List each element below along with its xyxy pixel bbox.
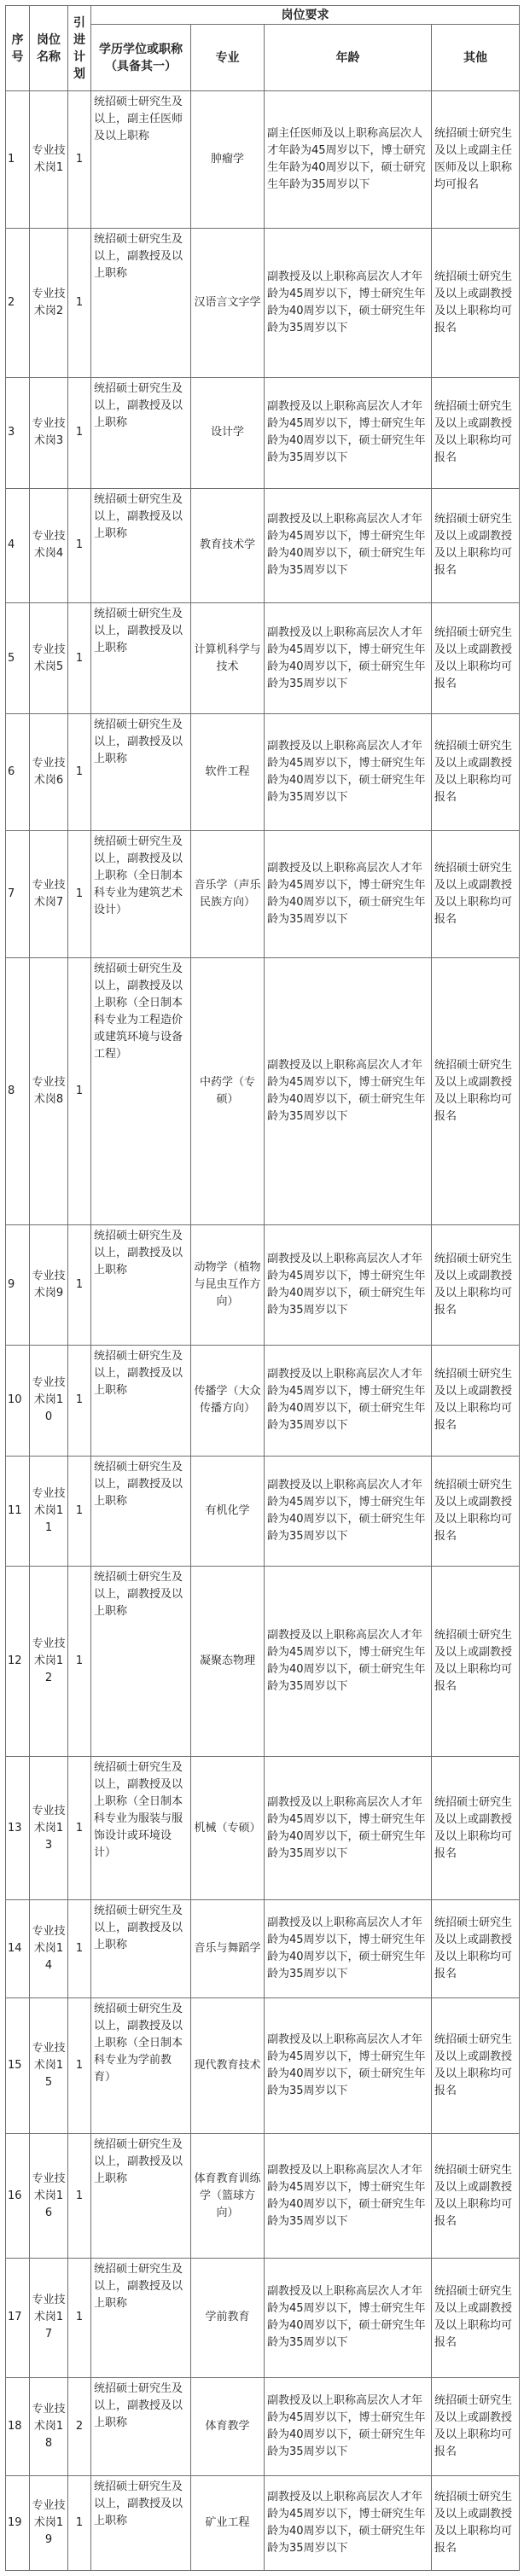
- other-requirement: 统招硕士研究生及以上或副教授及以上职称均可报名: [432, 1998, 520, 2133]
- row-number: 9: [6, 1224, 30, 1345]
- row-number: 6: [6, 713, 30, 830]
- age-requirement: 副教授及以上职称高层次人才年龄为45周岁以下，博士研究生年龄为40周岁以下，硕士研究生年龄为35周岁以下: [265, 2133, 432, 2259]
- recruit-plan: 1: [68, 830, 91, 958]
- age-requirement: 副教授及以上职称高层次人才年龄为45周岁以下，博士研究生年龄为40周岁以下，硕士研究生年龄为35周岁以下: [265, 1900, 432, 1998]
- major: 软件工程: [191, 713, 265, 830]
- major: 肿瘤学: [191, 91, 265, 229]
- table-row: [6, 830, 520, 958]
- age-requirement: 副教授及以上职称高层次人才年龄为45周岁以下，博士研究生年龄为40周岁以下，硕士研究生年龄为35周岁以下: [265, 2377, 432, 2475]
- major: 计算机科学与技术: [191, 603, 265, 713]
- row-number: 16: [6, 2133, 30, 2259]
- other-requirement: 统招硕士研究生及以上或副教授及以上职称均可报名: [432, 2475, 520, 2570]
- recruit-plan: 1: [68, 488, 91, 603]
- recruit-plan: 1: [68, 2259, 91, 2377]
- table-row: [6, 488, 520, 603]
- post-name: 专业技术岗3: [30, 378, 68, 488]
- recruit-plan: 1: [68, 1456, 91, 1566]
- table-row: [6, 1346, 520, 1456]
- table-row: [6, 2259, 520, 2377]
- age-requirement: 副教授及以上职称高层次人才年龄为45周岁以下，博士研究生年龄为40周岁以下，硕士研究生年龄为35周岁以下: [265, 603, 432, 713]
- table-row: [6, 91, 520, 229]
- row-number: 7: [6, 830, 30, 958]
- recruit-plan: 2: [68, 2377, 91, 2475]
- education-requirement: 统招硕士研究生及以上，副教授及以上职称: [91, 1456, 191, 1566]
- education-requirement: 统招硕士研究生及以上，副教授及以上职称: [91, 713, 191, 830]
- education-requirement: 统招硕士研究生及以上，副教授及以上职称: [91, 2259, 191, 2377]
- table-row: [6, 1566, 520, 1756]
- post-name: 专业技术岗6: [30, 713, 68, 830]
- other-requirement: 统招硕士研究生及以上或副教授及以上职称均可报名: [432, 1566, 520, 1756]
- age-requirement: 副教授及以上职称高层次人才年龄为45周岁以下，博士研究生年龄为40周岁以下，硕士研究生年龄为35周岁以下: [265, 958, 432, 1225]
- other-requirement: 统招硕士研究生及以上或副教授及以上职称均可报名: [432, 1456, 520, 1566]
- recruit-plan: 1: [68, 1566, 91, 1756]
- recruitment-table: [5, 5, 520, 2571]
- age-requirement: 副教授及以上职称高层次人才年龄为45周岁以下，博士研究生年龄为40周岁以下，硕士研究生年龄为35周岁以下: [265, 2259, 432, 2377]
- post-name: 专业技术岗8: [30, 958, 68, 1225]
- table-row: [6, 713, 520, 830]
- education-requirement: 统招硕士研究生及以上，副教授及以上职称: [91, 228, 191, 378]
- education-requirement: 统招硕士研究生及以上，副教授及以上职称: [91, 1346, 191, 1456]
- header-requirements: 岗位要求: [91, 6, 520, 25]
- table-row: [6, 2377, 520, 2475]
- table-row: [6, 2475, 520, 2570]
- other-requirement: 统招硕士研究生及以上或副教授及以上职称均可报名: [432, 713, 520, 830]
- recruit-plan: 1: [68, 1756, 91, 1899]
- major: 教育技术学: [191, 488, 265, 603]
- post-name: 专业技术岗10: [30, 1346, 68, 1456]
- major: 学前教育: [191, 2259, 265, 2377]
- table-row: [6, 378, 520, 488]
- table-body: [6, 91, 520, 2571]
- major: 汉语言文字学: [191, 228, 265, 378]
- post-name: 专业技术岗12: [30, 1566, 68, 1756]
- age-requirement: 副教授及以上职称高层次人才年龄为45周岁以下，博士研究生年龄为40周岁以下，硕士研究生年龄为35周岁以下: [265, 2475, 432, 2570]
- other-requirement: 统招硕士研究生及以上或副教授及以上职称均可报名: [432, 488, 520, 603]
- recruit-plan: 1: [68, 1998, 91, 2133]
- education-requirement: 统招硕士研究生及以上，副教授及以上职称: [91, 2133, 191, 2259]
- other-requirement: 统招硕士研究生及以上或副教授及以上职称均可报名: [432, 1224, 520, 1345]
- table-row: [6, 2133, 520, 2259]
- major: 现代教育技术: [191, 1998, 265, 2133]
- row-number: 2: [6, 228, 30, 378]
- post-name: 专业技术岗7: [30, 830, 68, 958]
- major: 设计学: [191, 378, 265, 488]
- header-major: 专业: [191, 25, 265, 91]
- other-requirement: 统招硕士研究生及以上或副教授及以上职称均可报名: [432, 830, 520, 958]
- header-row-group: [6, 6, 520, 25]
- table-row: [6, 1756, 520, 1899]
- major: 体育教学: [191, 2377, 265, 2475]
- table-row: [6, 228, 520, 378]
- table-row: [6, 1456, 520, 1566]
- major: 凝聚态物理: [191, 1566, 265, 1756]
- age-requirement: 副教授及以上职称高层次人才年龄为45周岁以下，博士研究生年龄为40周岁以下，硕士研究生年龄为35周岁以下: [265, 713, 432, 830]
- row-number: 15: [6, 1998, 30, 2133]
- other-requirement: 统招硕士研究生及以上或副教授及以上职称均可报名: [432, 2259, 520, 2377]
- major: 中药学（专硕）: [191, 958, 265, 1225]
- row-number: 11: [6, 1456, 30, 1566]
- other-requirement: 统招硕士研究生及以上或副教授及以上职称均可报名: [432, 603, 520, 713]
- education-requirement: 统招硕士研究生及以上，副主任医师及以上职称: [91, 91, 191, 229]
- post-name: 专业技术岗16: [30, 2133, 68, 2259]
- age-requirement: 副教授及以上职称高层次人才年龄为45周岁以下，博士研究生年龄为40周岁以下，硕士研究生年龄为35周岁以下: [265, 1566, 432, 1756]
- age-requirement: 副教授及以上职称高层次人才年龄为45周岁以下，博士研究生年龄为40周岁以下，硕士研究生年龄为35周岁以下: [265, 1756, 432, 1899]
- row-number: 19: [6, 2475, 30, 2570]
- major: 体育教育训练学（篮球方向）: [191, 2133, 265, 2259]
- age-requirement: 副教授及以上职称高层次人才年龄为45周岁以下，博士研究生年龄为40周岁以下，硕士研究生年龄为35周岁以下: [265, 228, 432, 378]
- age-requirement: 副教授及以上职称高层次人才年龄为45周岁以下，博士研究生年龄为40周岁以下，硕士研究生年龄为35周岁以下: [265, 1224, 432, 1345]
- recruit-plan: 1: [68, 603, 91, 713]
- row-number: 4: [6, 488, 30, 603]
- education-requirement: 统招硕士研究生及以上，副教授及以上职称（全日制本科专业为学前教育）: [91, 1998, 191, 2133]
- post-name: 专业技术岗15: [30, 1998, 68, 2133]
- education-requirement: 统招硕士研究生及以上，副教授及以上职称（全日制本科专业为建筑艺术设计）: [91, 830, 191, 958]
- other-requirement: 统招硕士研究生及以上或副教授及以上职称均可报名: [432, 378, 520, 488]
- table-row: [6, 1998, 520, 2133]
- education-requirement: 统招硕士研究生及以上，副教授及以上职称: [91, 2377, 191, 2475]
- education-requirement: 统招硕士研究生及以上，副教授及以上职称（全日制本科专业为工程造价或建筑环境与设备工程）: [91, 958, 191, 1225]
- post-name: 专业技术岗14: [30, 1900, 68, 1998]
- row-number: 18: [6, 2377, 30, 2475]
- post-name: 专业技术岗5: [30, 603, 68, 713]
- education-requirement: 统招硕士研究生及以上，副教授及以上职称: [91, 1900, 191, 1998]
- post-name: 专业技术岗17: [30, 2259, 68, 2377]
- header-other: 其他: [432, 25, 520, 91]
- education-requirement: 统招硕士研究生及以上，副教授及以上职称: [91, 488, 191, 603]
- other-requirement: 统招硕士研究生及以上或副教授及以上职称均可报名: [432, 228, 520, 378]
- recruit-plan: 1: [68, 91, 91, 229]
- row-number: 10: [6, 1346, 30, 1456]
- recruit-plan: 1: [68, 1224, 91, 1345]
- table-row: [6, 958, 520, 1225]
- recruit-plan: 1: [68, 1900, 91, 1998]
- education-requirement: 统招硕士研究生及以上，副教授及以上职称: [91, 378, 191, 488]
- major: 机械（专硕）: [191, 1756, 265, 1899]
- other-requirement: 统招硕士研究生及以上或副教授及以上职称均可报名: [432, 2133, 520, 2259]
- row-number: 5: [6, 603, 30, 713]
- education-requirement: 统招硕士研究生及以上，副教授及以上职称: [91, 603, 191, 713]
- row-number: 17: [6, 2259, 30, 2377]
- major: 音乐学（声乐民族方向）: [191, 830, 265, 958]
- row-number: 8: [6, 958, 30, 1225]
- post-name: 专业技术岗1: [30, 91, 68, 229]
- row-number: 13: [6, 1756, 30, 1899]
- age-requirement: 副教授及以上职称高层次人才年龄为45周岁以下，博士研究生年龄为40周岁以下，硕士研究生年龄为35周岁以下: [265, 830, 432, 958]
- age-requirement: 副教授及以上职称高层次人才年龄为45周岁以下，博士研究生年龄为40周岁以下，硕士研究生年龄为35周岁以下: [265, 378, 432, 488]
- recruit-plan: 1: [68, 1346, 91, 1456]
- header-age: 年龄: [265, 25, 432, 91]
- post-name: 专业技术岗2: [30, 228, 68, 378]
- age-requirement: 副教授及以上职称高层次人才年龄为45周岁以下，博士研究生年龄为40周岁以下，硕士研究生年龄为35周岁以下: [265, 488, 432, 603]
- header-num: 序号: [6, 6, 30, 91]
- row-number: 1: [6, 91, 30, 229]
- recruit-plan: 1: [68, 958, 91, 1225]
- recruit-plan: 1: [68, 378, 91, 488]
- post-name: 专业技术岗9: [30, 1224, 68, 1345]
- post-name: 专业技术岗18: [30, 2377, 68, 2475]
- table-row: [6, 1224, 520, 1345]
- other-requirement: 统招硕士研究生及以上或副教授及以上职称均可报名: [432, 1346, 520, 1456]
- education-requirement: 统招硕士研究生及以上，副教授及以上职称（全日制本科专业为服装与服饰设计或环境设计）: [91, 1756, 191, 1899]
- post-name: 专业技术岗4: [30, 488, 68, 603]
- table-row: [6, 1900, 520, 1998]
- major: 有机化学: [191, 1456, 265, 1566]
- header-post: 岗位名称: [30, 6, 68, 91]
- post-name: 专业技术岗19: [30, 2475, 68, 2570]
- education-requirement: 统招硕士研究生及以上，副教授及以上职称: [91, 1224, 191, 1345]
- row-number: 14: [6, 1900, 30, 1998]
- row-number: 3: [6, 378, 30, 488]
- age-requirement: 副教授及以上职称高层次人才年龄为45周岁以下，博士研究生年龄为40周岁以下，硕士研究生年龄为35周岁以下: [265, 1456, 432, 1566]
- recruit-plan: 1: [68, 2475, 91, 2570]
- age-requirement: 副主任医师及以上职称高层次人才年龄为45周岁以下，博士研究生年龄为40周岁以下，硕士研究生年龄为35周岁以下: [265, 91, 432, 229]
- other-requirement: 统招硕士研究生及以上或副教授及以上职称均可报名: [432, 2377, 520, 2475]
- recruit-plan: 1: [68, 228, 91, 378]
- age-requirement: 副教授及以上职称高层次人才年龄为45周岁以下，博士研究生年龄为40周岁以下，硕士研究生年龄为35周岁以下: [265, 1998, 432, 2133]
- other-requirement: 统招硕士研究生及以上或副教授及以上职称均可报名: [432, 1756, 520, 1899]
- header-plan: 引进计划: [68, 6, 91, 91]
- education-requirement: 统招硕士研究生及以上，副教授及以上职称: [91, 1566, 191, 1756]
- post-name: 专业技术岗11: [30, 1456, 68, 1566]
- row-number: 12: [6, 1566, 30, 1756]
- major: 音乐与舞蹈学: [191, 1900, 265, 1998]
- education-requirement: 统招硕士研究生及以上，副教授及以上职称: [91, 2475, 191, 2570]
- table-row: [6, 603, 520, 713]
- post-name: 专业技术岗13: [30, 1756, 68, 1899]
- header-edu: 学历学位或职称（具备其一）: [91, 25, 191, 91]
- major: 矿业工程: [191, 2475, 265, 2570]
- other-requirement: 统招硕士研究生及以上或副教授及以上职称均可报名: [432, 958, 520, 1225]
- recruit-plan: 1: [68, 713, 91, 830]
- other-requirement: 统招硕士研究生及以上或副教授及以上职称均可报名: [432, 1900, 520, 1998]
- major: 传播学（大众传播方向）: [191, 1346, 265, 1456]
- major: 动物学（植物与昆虫互作方向）: [191, 1224, 265, 1345]
- recruit-plan: 1: [68, 2133, 91, 2259]
- other-requirement: 统招硕士研究生及以上或副主任医师及以上职称均可报名: [432, 91, 520, 229]
- age-requirement: 副教授及以上职称高层次人才年龄为45周岁以下，博士研究生年龄为40周岁以下，硕士研究生年龄为35周岁以下: [265, 1346, 432, 1456]
